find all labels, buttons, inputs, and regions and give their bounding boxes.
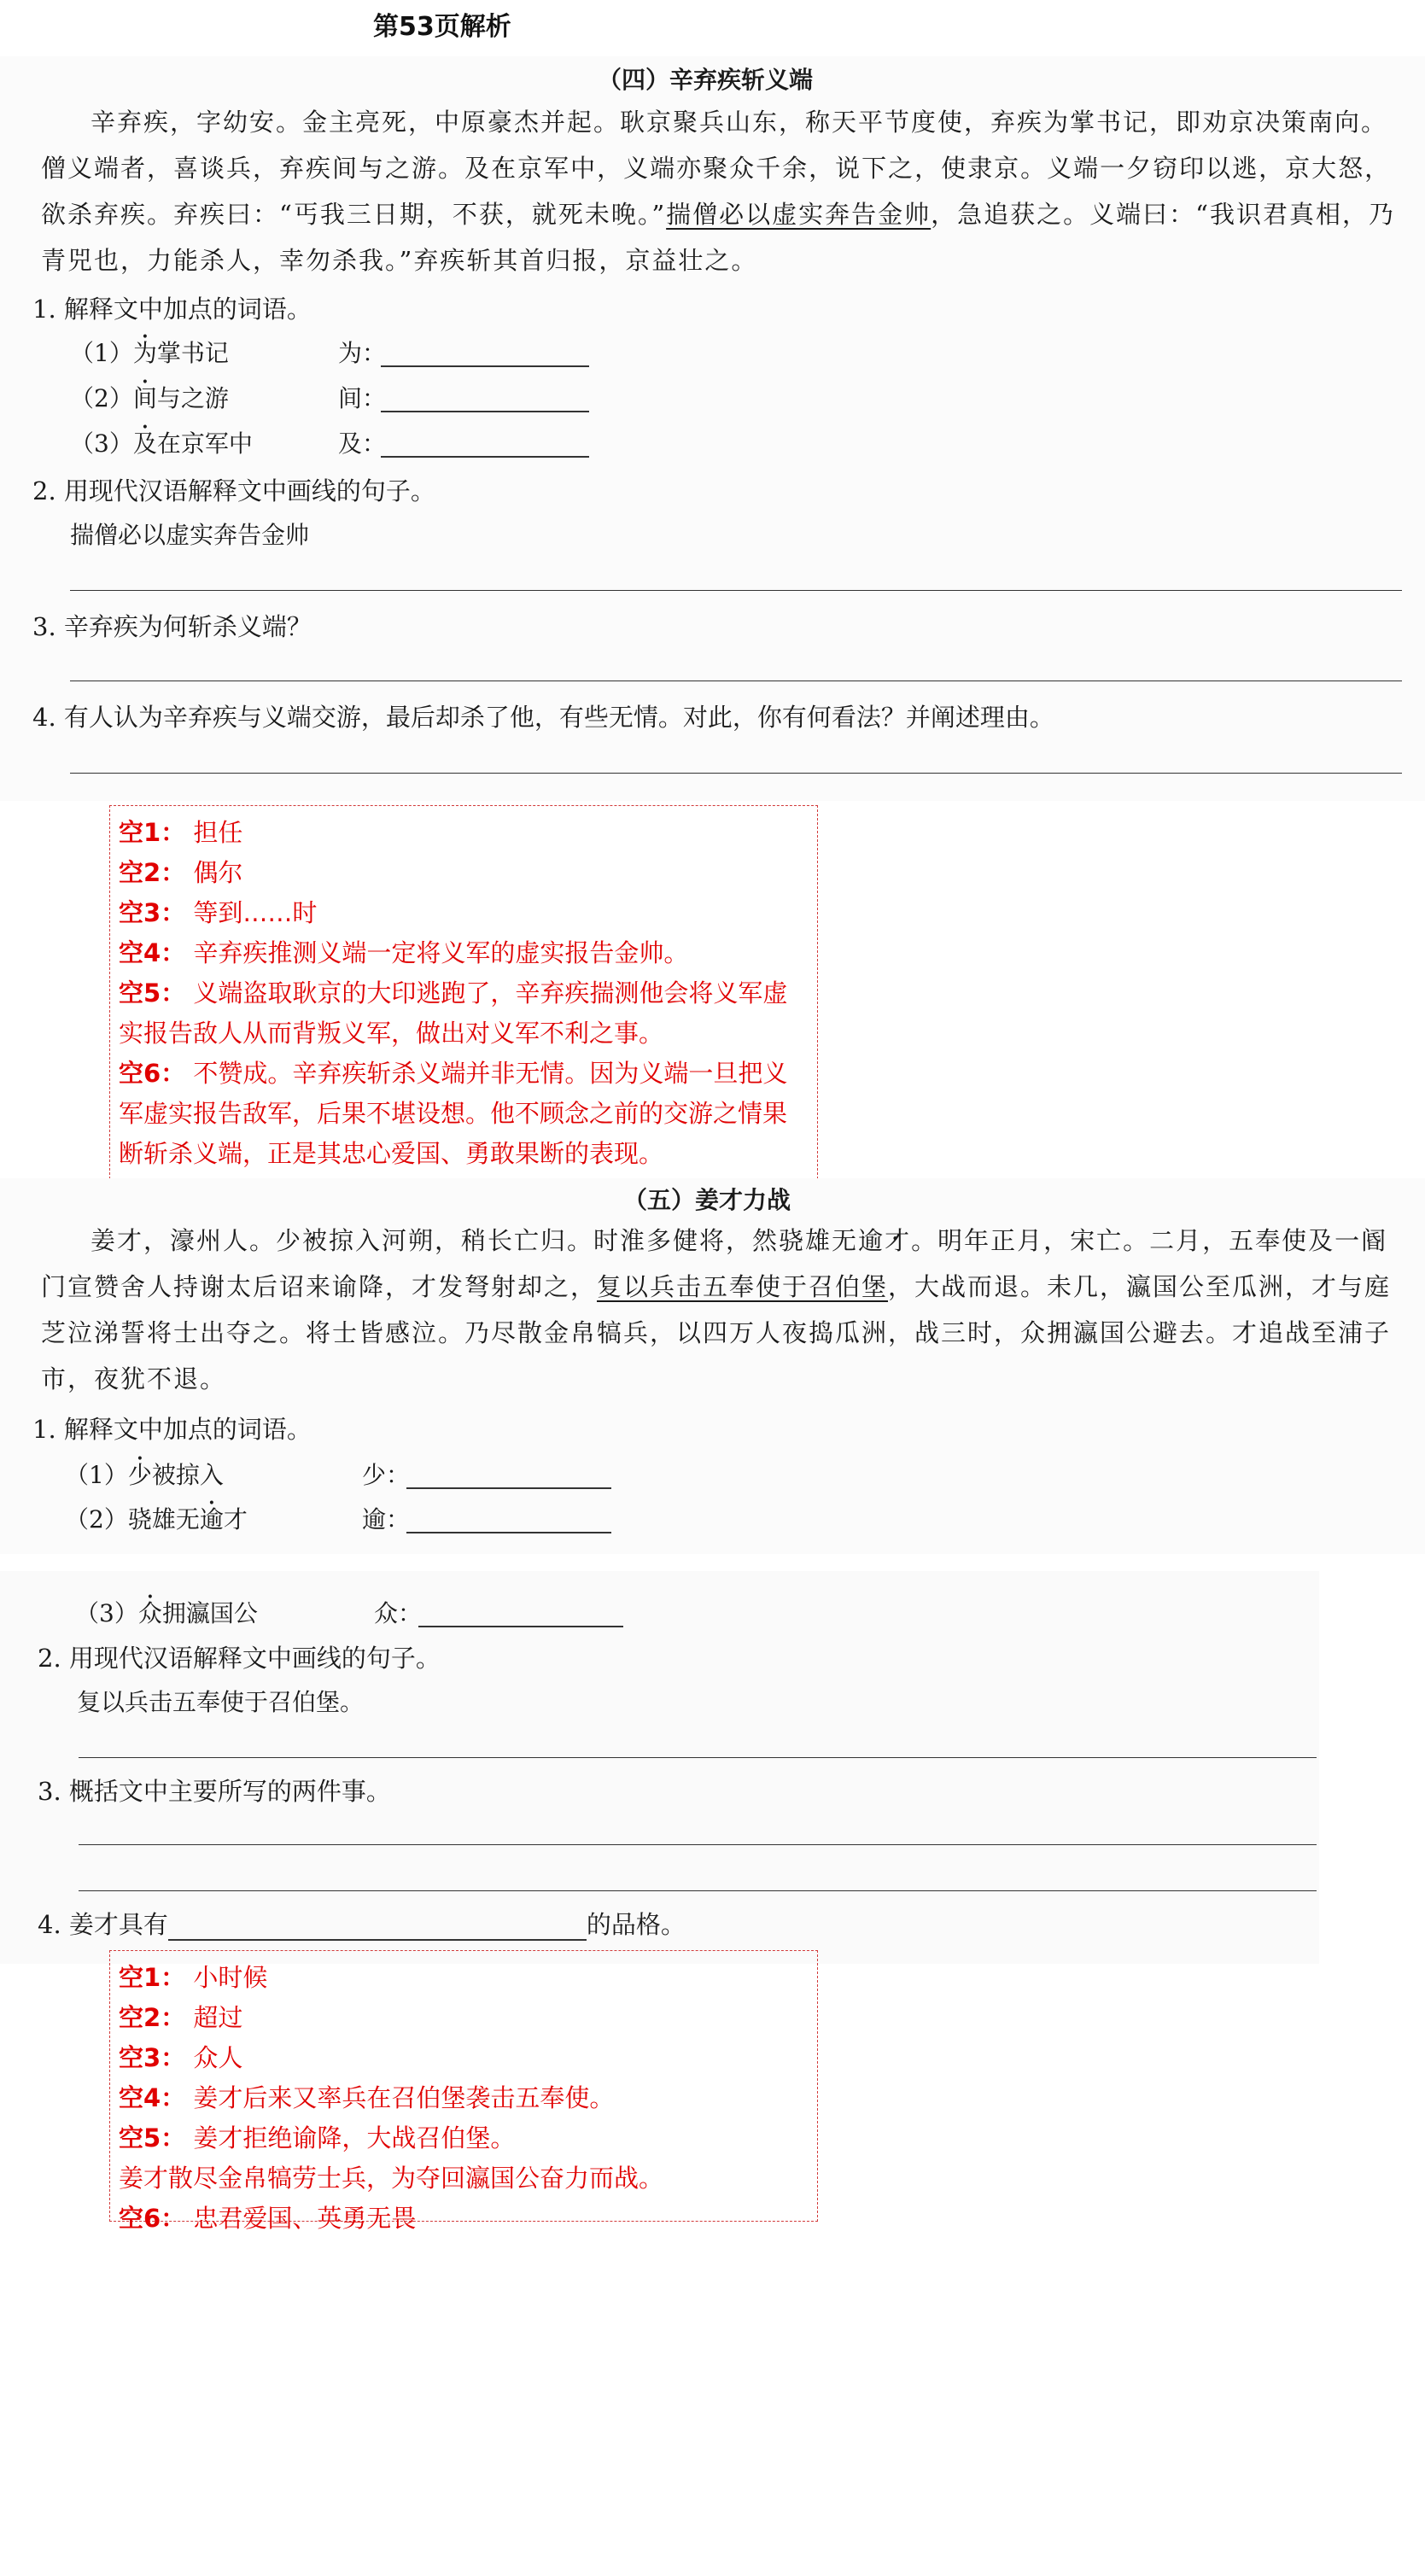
question-2: 2. 用现代汉语解释文中画线的句子。 xyxy=(32,476,435,505)
answer-line-4: 空4： 辛弃疾推测义端一定将义军的虚实报告金帅。 xyxy=(119,938,689,967)
passage-part: 在京军中，义端亦聚众千余，说下之，使隶京。义端一夕窃印以逃，京大怒，欲杀弃疾。弃疾曰：“丐我三日期，不获，就死未晚。” xyxy=(41,154,1392,229)
passage-part: 被掠入河朔，稍长亡归。时淮多健将，然骁雄无 xyxy=(302,1226,859,1255)
answer-line-4: 空4： 姜才后来又率兵在召伯堡袭击五奉使。 xyxy=(119,2083,615,2112)
section-4-title: （四）辛弃疾斩义端 xyxy=(598,66,814,94)
dotted-char-ji: • 及 xyxy=(464,154,491,183)
dotted-char-shao: • 少 xyxy=(276,1226,302,1255)
question-2: 2. 用现代汉语解释文中画线的句子。 xyxy=(38,1644,441,1673)
q1-item-2: （2）间与之游 xyxy=(70,384,229,412)
answer-blank[interactable] xyxy=(381,411,589,412)
q1-item-3-label: 及： xyxy=(338,429,387,458)
passage-part: 掌书记，即劝京决策南向。僧义端者，喜谈兵，弃疾 xyxy=(41,108,1388,183)
answer-line-3: 空3： 众人 xyxy=(119,2043,243,2072)
answer-box-2 xyxy=(109,1950,818,2233)
q1-item-3-label: 众： xyxy=(374,1599,423,1627)
answer-line-5: 空5： 姜才拒绝谕降，大战召伯堡。 xyxy=(119,2123,516,2153)
q1-item-3: （3）众拥瀛国公 xyxy=(75,1599,258,1627)
q1-item-2-label: 间： xyxy=(338,384,387,412)
answer-line-1: 空1： 担任 xyxy=(119,818,243,847)
dotted-char-jian: • 间 xyxy=(332,154,359,183)
dotted-char-zhong: • 众 xyxy=(1020,1318,1047,1347)
section-5-title: （五）姜才力战 xyxy=(623,1186,791,1214)
answer-line-5: 空5： 义端盗取耿京的大印逃跑了，辛弃疾揣测他会将义军虚实报告敌人从而背叛义军，做出对义军不利之事。 xyxy=(119,978,788,1048)
dotted-char-wei: • 为 xyxy=(1043,108,1070,137)
section-5-scan-lower xyxy=(0,1571,1319,1964)
section-5-passage xyxy=(41,1218,1403,1402)
passage-part: 姜才，濠州人。 xyxy=(91,1226,277,1255)
q1-item-1: （1）少被掠入 xyxy=(65,1461,224,1489)
answer-blank[interactable] xyxy=(418,1626,623,1627)
q1-item-2: （2）骁雄无逾才 xyxy=(65,1505,248,1533)
answer-line-1: 空1： 小时候 xyxy=(119,1963,268,1992)
q1-item-1-label: 为： xyxy=(338,339,387,367)
answer-line[interactable] xyxy=(70,773,1402,774)
answer-line-6: 空6： 不赞成。辛弃疾斩杀义端并非无情。因为义端一旦把义军虚实报告敌军，后果不堪设想。他不顾念之前的交游之情果断斩杀义端，正是其忠心爱国、勇敢果断的表现。 xyxy=(119,1059,788,1168)
answer-line[interactable] xyxy=(79,1890,1317,1891)
answer-line[interactable] xyxy=(79,1757,1317,1758)
dotted-char-yu: • 逾 xyxy=(858,1226,885,1255)
question-3: 3. 概括文中主要所写的两件事。 xyxy=(38,1777,391,1806)
question-3: 3. 辛弃疾为何斩杀义端？ xyxy=(32,612,312,641)
answer-box-1 xyxy=(109,805,818,1179)
underlined-sentence: 复以兵击五奉使于召伯堡 xyxy=(597,1272,889,1301)
answer-blank[interactable] xyxy=(381,456,589,458)
answer-line-3: 空3： 等到……时 xyxy=(119,898,318,927)
question-1: 1. 解释文中加点的词语。 xyxy=(32,1415,312,1444)
q2-sentence: 揣僧必以虚实奔告金帅 xyxy=(70,521,310,549)
answer-blank[interactable] xyxy=(406,1532,611,1533)
question-1: 1. 解释文中加点的词语。 xyxy=(32,295,312,324)
answer-line[interactable] xyxy=(79,1844,1317,1845)
passage-part: 才。明年正月，宋亡。二月，五奉使及一阍门宣赞舍人持谢太后诏来谕降，才发弩射却之， xyxy=(41,1226,1388,1301)
passage-part: 拥瀛国公避去。才追战至浦子市，夜犹不退。 xyxy=(41,1318,1392,1393)
passage-part: ，大战而退。未几，瀛国公至瓜洲，才与庭芝泣涕誓将士出夺之。将士皆感泣。乃尽散金帛犒兵，以四万人夜捣瓜洲，战三时， xyxy=(41,1272,1392,1347)
answer-blank[interactable] xyxy=(381,365,589,367)
answer-line-5b: 姜才散尽金帛犒劳士兵，为夺回瀛国公奋力而战。 xyxy=(119,2164,664,2193)
q2-sentence: 复以兵击五奉使于召伯堡。 xyxy=(77,1688,365,1716)
answer-line-2: 空2： 超过 xyxy=(119,2003,243,2032)
answer-blank[interactable] xyxy=(168,1915,587,1941)
question-4: 4. 姜才具有 的品格。 xyxy=(38,1910,686,1939)
answer-line-6: 空6： 忠君爱国、英勇无畏 xyxy=(119,2204,417,2233)
q1-item-3: （3）及在京军中 xyxy=(70,429,253,458)
question-4: 4. 有人认为辛弃疾与义端交游，最后却杀了他，有些无情。对此，你有何看法？并阐述理由。 xyxy=(32,703,1054,732)
q1-item-2-label: 逾： xyxy=(362,1505,411,1533)
answer-blank[interactable] xyxy=(406,1487,611,1489)
answer-line[interactable] xyxy=(70,590,1402,591)
q1-item-1-label: 少： xyxy=(362,1461,411,1489)
passage-part: ，急追获之。义端曰：“我识君真相，乃青兕也，力能杀人，幸勿杀我。”弃疾斩其首归报，京益壮之。 xyxy=(41,200,1395,275)
section-4-passage xyxy=(41,99,1403,283)
passage-part: 辛弃疾，字幼安。金主亮死，中原豪杰并起。耿京聚兵山东，称天平节度使，弃疾 xyxy=(91,108,1044,137)
q1-item-1: （1）为掌书记 xyxy=(70,339,229,367)
answer-line-2: 空2： 偶尔 xyxy=(119,858,243,887)
passage-part: 与之游。 xyxy=(359,154,465,183)
underlined-sentence: 揣僧必以虚实奔告金帅 xyxy=(666,200,932,229)
page-title: 第53页解析 xyxy=(373,12,511,42)
